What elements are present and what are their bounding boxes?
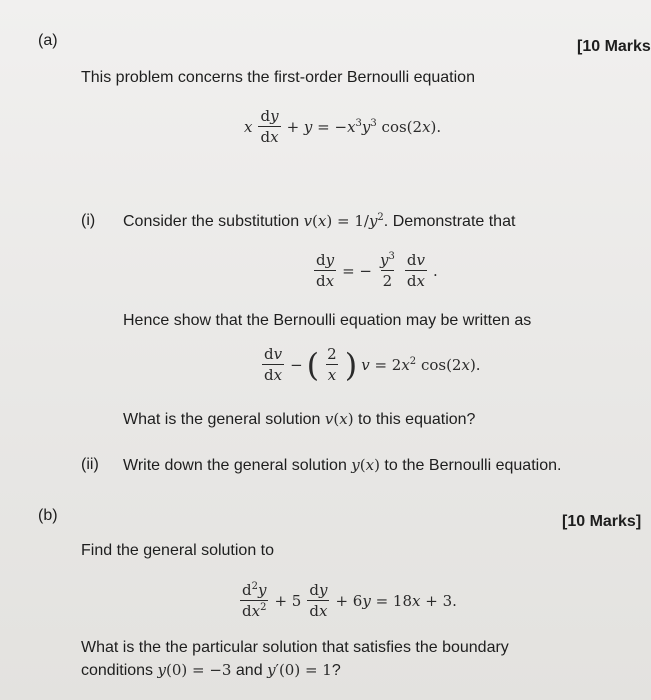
part-a-marks: [10 Marks xyxy=(577,38,651,55)
sub-ii-statement: Write down the general solution y(x) to the Bernoulli equation. xyxy=(123,456,562,474)
sub-ii-label: (ii) xyxy=(81,456,99,473)
sub-i-label: (i) xyxy=(81,212,96,229)
general-solution-question: What is the general solution v(x) to this equation? xyxy=(123,410,476,428)
boundary-conditions: conditions y(0) = −3 and y′(0) = 1? xyxy=(81,661,341,679)
part-b-label: (b) xyxy=(38,507,58,524)
substitution-derivative-equation: $\frac{dy}{dx}$ = − $\frac{y^3}{2}$ $\frac{dv}{dx}$ . xyxy=(316,251,438,290)
part-b-intro: Find the general solution to xyxy=(81,542,275,559)
hence-show-text: Hence show that the Bernoulli equation may be written as xyxy=(123,312,532,329)
part-a-label: (a) xyxy=(38,32,58,49)
part-b-marks: [10 Marks] xyxy=(562,513,642,530)
part-a-intro: This problem concerns the first-order Bernoulli equation xyxy=(81,69,475,86)
particular-solution-question: What is the the particular solution that satisfies the boundary xyxy=(81,639,509,656)
linear-equation: $\frac{dv}{dx}$ − ( $\frac{2}{x}$ ) $v = 2x^2$ cos(2x). xyxy=(264,345,481,384)
second-order-equation: $\frac{d^2y}{dx^2}$ + 5 $\frac{dy}{dx}$ + 6y = 18x + 3. xyxy=(242,581,457,620)
bernoulli-equation: x $\frac{dy}{dx}$ + $y = -x^3y^3$ cos(2x). xyxy=(244,107,442,146)
sub-i-statement: Consider the substitution $v(x) = 1/y^2$. Demonstrate that xyxy=(123,212,516,230)
